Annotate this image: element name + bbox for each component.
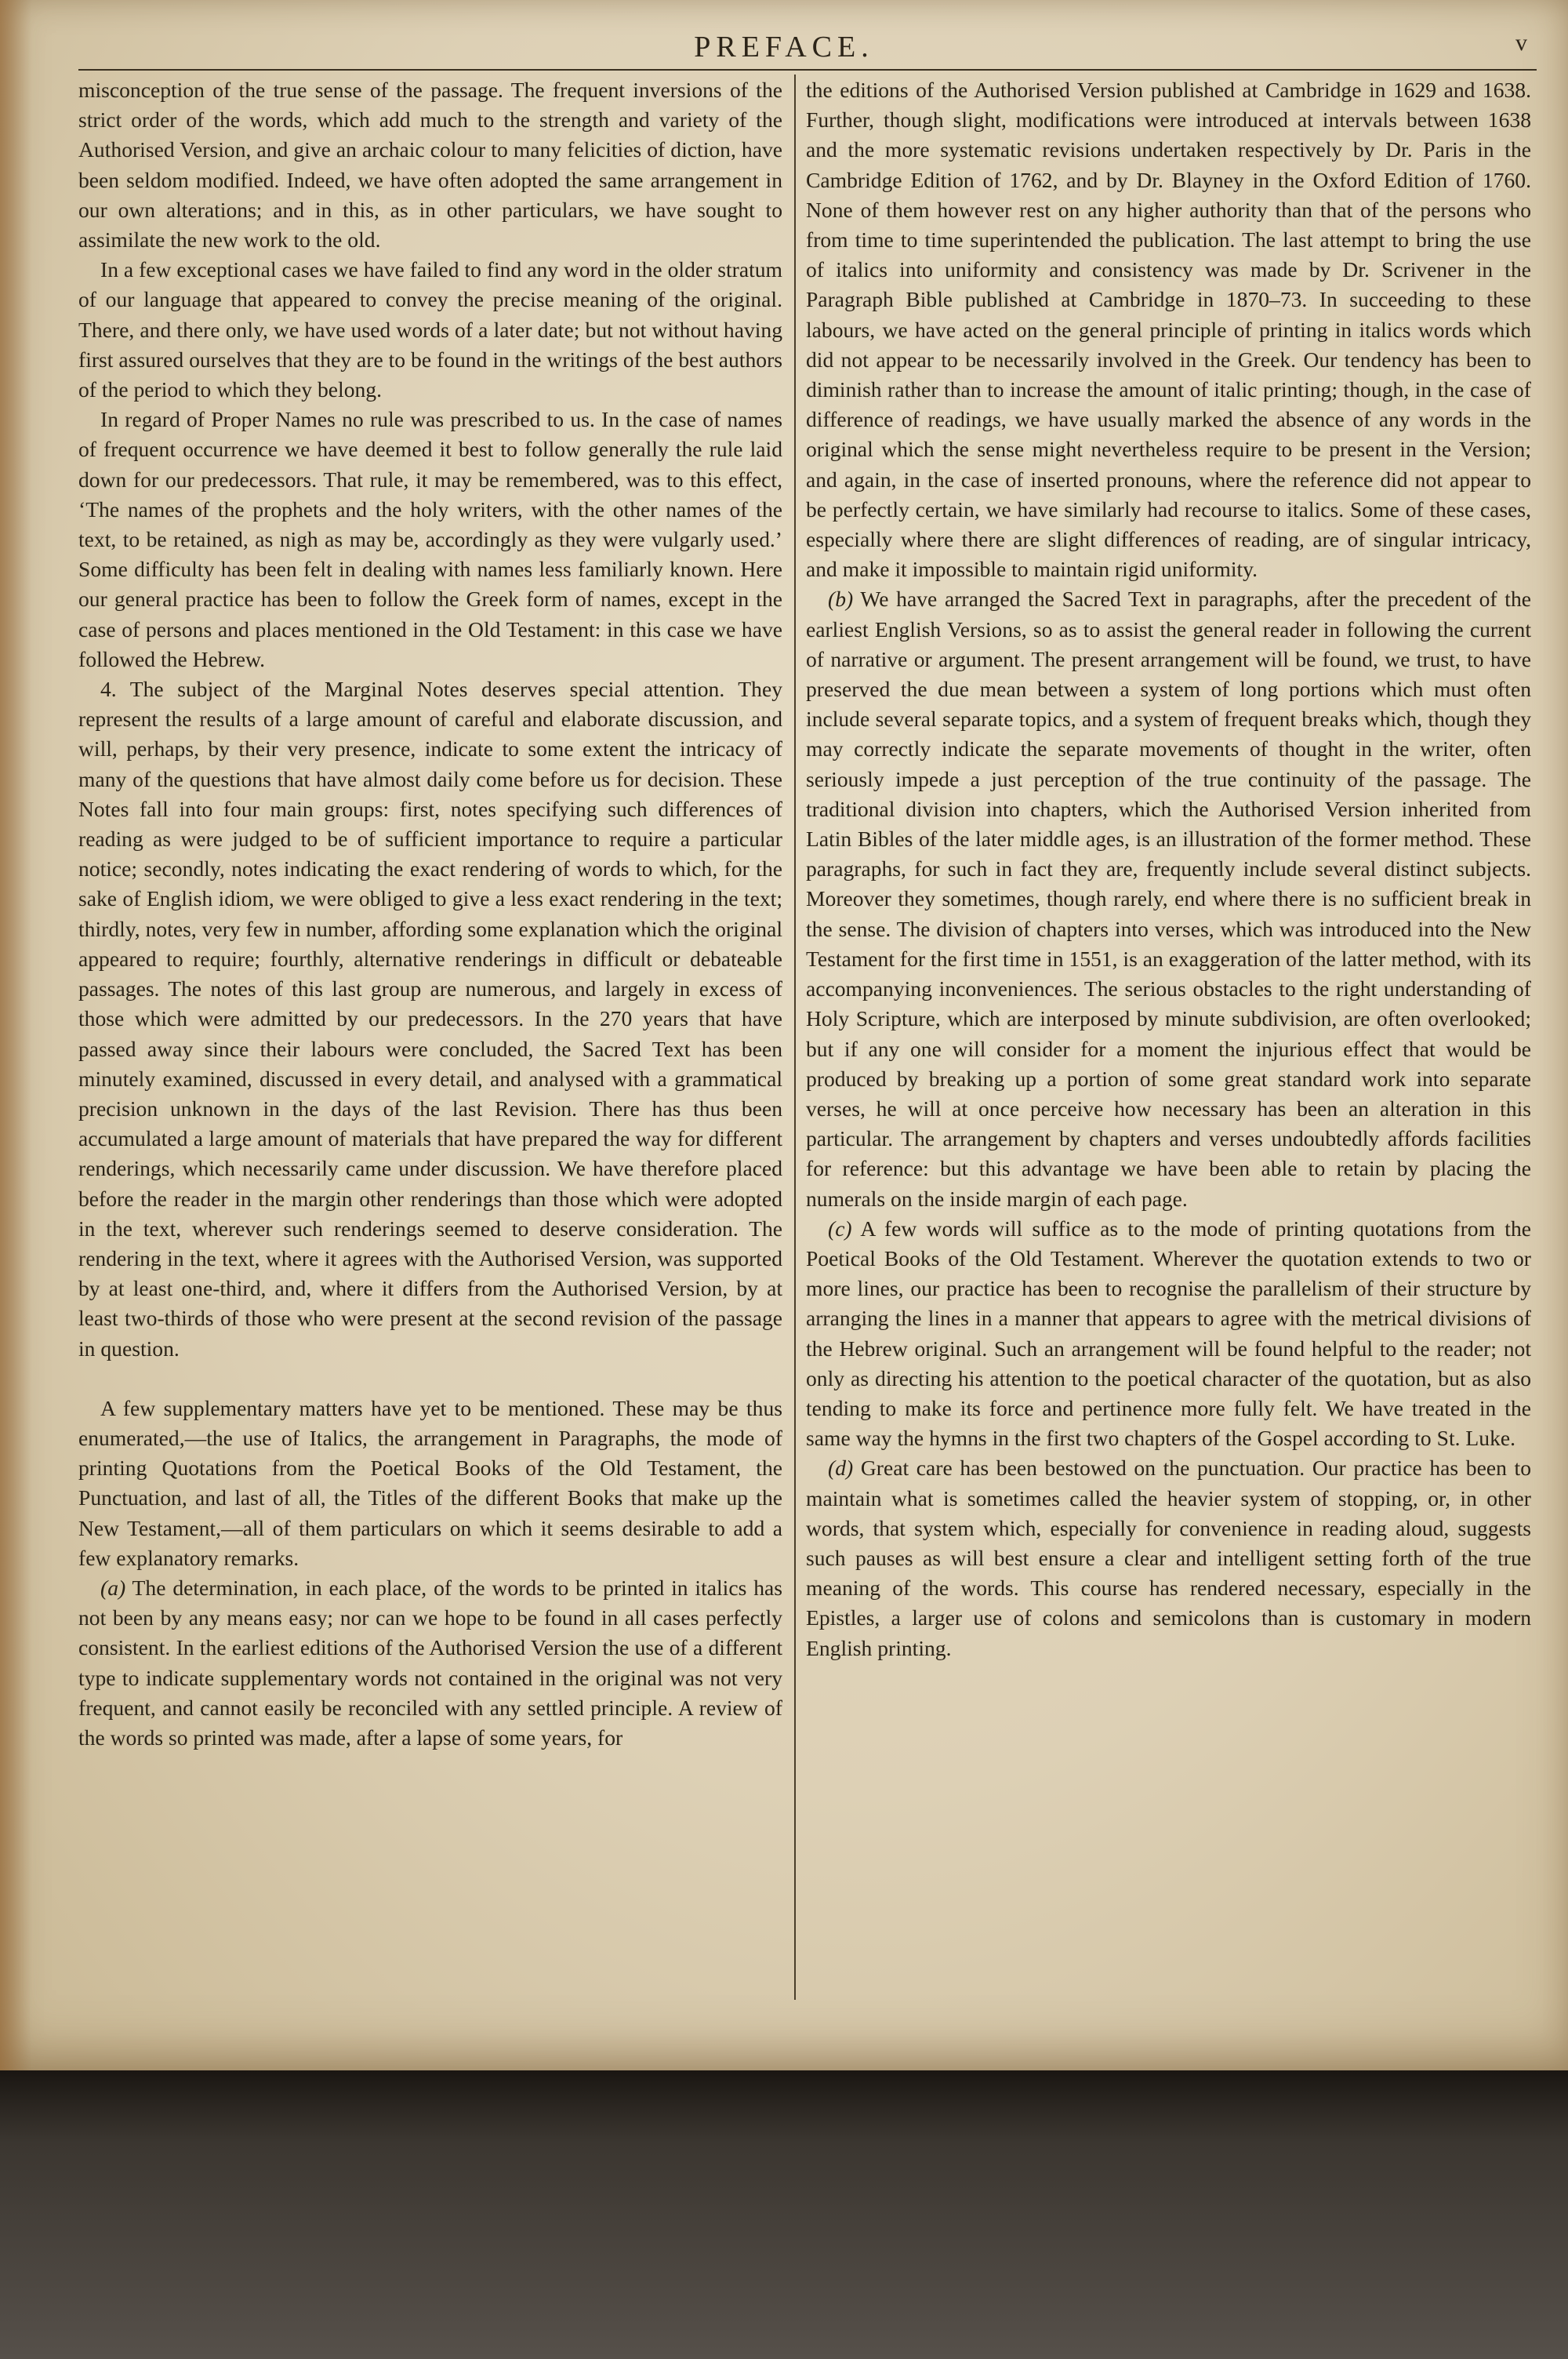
page-header	[0, 30, 1568, 69]
paragraph-marker: (b)	[828, 587, 854, 612]
paragraph	[806, 75, 1531, 584]
paragraph-marker: (c)	[828, 1216, 852, 1241]
paragraph-text: 4. The subject of the Marginal Notes deserves special attention. They represent the results of a large amount of careful and elaborate discussion, and will, perhaps, by their very presence, indicate to some extent the intricacy of many of the questions that have almost daily come before us for decision. These Notes fall into four main groups: first, notes specifying such differences of reading as were judged to be of sufficient importance to require a particular notice; secondly, notes indicating the exact rendering of words to which, for the sake of English idiom, we were obliged to give a less exact rendering in the text; thirdly, notes, very few in number, affording some explanation which the original appeared to require; fourthly, alternative renderings in difficult or debateable passages. The notes of this last group are numerous, and largely in excess of those which were admitted by our predecessors. In the 270 years that have passed away since their labours were concluded, the Sacred Text has been minutely examined, discussed in every detail, and analysed with a grammatical precision unknown in the days of the last Revision. There has thus been accumulated a large amount of materials that have prepared the way for different renderings, which necessarily came under discussion. We have therefore placed before the reader in the margin other renderings than those which were adopted in the text, wherever such renderings seemed to deserve consideration. The rendering in the text, where it agrees with the Authorised Version, was supported by at least one-third, and, where it differs from the Authorised Version, by at least two-thirds of those who were present at the second revision of the passage in question.	[78, 677, 782, 1361]
paragraph-text: The determination, in each place, of the words to be printed in italics has not been by any means easy; nor can we hope to be found in all cases perfectly consistent. In the earliest editions of the Authorised Version the use of a different type to indicate supplementary words not contained in the original was not very frequent, and cannot easily be reconciled with any settled principle. A review of the words so printed was made, after a lapse of some years, for	[78, 1575, 782, 1750]
paragraph	[806, 1453, 1531, 1663]
paragraph-text: In regard of Proper Names no rule was prescribed to us. In the case of names of frequent occurrence we have deemed it best to follow generally the rule laid down for our predecessors. That rule, it may be remembered, was to this effect, ‘The names of the prophets and the holy writers, with the other names of the text, to be retained, as nigh as may be, accordingly as they were vulgarly used.’ Some difficulty has been felt in dealing with names less familiarly known. Here our general practice has been to follow the Greek form of names, except in the case of persons and places mentioned in the Old Testament: in this case we have followed the Hebrew.	[78, 407, 782, 671]
paragraph	[78, 75, 782, 255]
paragraph-text: Great care has been bestowed on the punctuation. Our practice has been to maintain what is sometimes called the heavier system of stopping, or, in other words, that system which, especially for convenience in reading aloud, suggests such pauses as will best ensure a clear and intelligent setting forth of the true meaning of the words. This course has rendered necessary, especially in the Epistles, a larger use of colons and semicolons than is customary in modern English printing.	[806, 1456, 1531, 1660]
header-rule	[78, 69, 1537, 71]
paragraph-text: We have arranged the Sacred Text in paragraphs, after the precedent of the earliest English Versions, so as to assist the general reader in following the current of narrative or argument. The present arrangement will be found, we trust, to have preserved the due mean between a system of long portions which must often include several separate topics, and a system of frequent breaks which, though they may correctly indicate the separate movements of thought in the writer, often seriously impede a just perception of the true continuity of the passage. The traditional division into chapters, which the Authorised Version inherited from Latin Bibles of the later middle ages, is an illustration of the former method. These paragraphs, for such in fact they are, frequently include several distinct subjects. Moreover they sometimes, though rarely, end where there is no sufficient break in the sense. The division of chapters into verses, which was introduced into the New Testament for the first time in 1551, is an exaggeration of the latter method, with its accompanying inconveniences. The serious obstacles to the right understanding of Holy Scripture, which are interposed by minute subdivision, are often overlooked; but if any one will consider for a moment the injurious effect that would be produced by breaking up a portion of some great standard work into separate verses, he will at once perceive how necessary has been an alteration in this particular. The arrangement by chapters and verses undoubtedly affords facilities for reference: but this advantage we have been able to retain by placing the numerals on the inside margin of each page.	[806, 587, 1531, 1211]
table-background	[0, 2070, 1568, 2359]
paragraph-marker: (d)	[828, 1456, 854, 1481]
paragraph-text: misconception of the true sense of the passage. The frequent inversions of the strict order of the words, which add much to the strength and variety of the Authorised Version, and give an archaic colour to many felicities of diction, have been seldom modified. Indeed, we have often adopted the same arrangement in our own alterations; and in this, as in other particulars, we have sought to assimilate the new work to the old.	[78, 78, 782, 253]
paragraph	[78, 1573, 782, 1753]
running-title: PREFACE.	[694, 31, 874, 64]
paragraph	[78, 405, 782, 674]
paragraph-text: A few words will suffice as to the mode of printing quotations from the Poetical Books of the Old Testament. Wherever the quotation extends to two or more lines, our practice has been to recognise the parallelism of their structure by arranging the lines in a manner that appears to agree with the metrical divisions of the Hebrew original. Such an arrangement will be found helpful to the reader; not only as directing his attention to the poetical character of the quotation, but as also tending to make its force and pertinence more fully felt. We have treated in the same way the hymns in the first two chapters of the Gospel according to St. Luke.	[806, 1216, 1531, 1451]
paragraph-text: In a few exceptional cases we have failed to find any word in the older stratum of our language that appeared to convey the precise meaning of the original. There, and there only, we have used words of a later date; but not without having first assured ourselves that they are to be found in the writings of the best authors of the period to which they belong.	[78, 257, 782, 402]
page-number: v	[1515, 30, 1527, 56]
paragraph-text: A few supplementary matters have yet to be mentioned. These may be thus enumerated,—the use of Italics, the arrangement in Paragraphs, the mode of printing Quotations from the Poetical Books of the Old Testament, the Punctuation, and last of all, the Titles of the different Books that make up the New Testament,—all of them particulars on which it seems desirable to add a few explanatory remarks.	[78, 1395, 782, 1570]
paragraph	[806, 584, 1531, 1213]
left-column	[78, 75, 782, 1753]
page-edge-stain	[0, 0, 31, 2070]
paragraph	[78, 255, 782, 405]
paragraph	[78, 1394, 782, 1573]
right-column	[806, 75, 1531, 1663]
paragraph-text: the editions of the Authorised Version published at Cambridge in 1629 and 1638. Further, though slight, modifications were introduced at intervals between 1638 and the more systematic revisions undertaken respectively by Dr. Paris in the Cambridge Edition of 1762, and by Dr. Blayney in the Oxford Edition of 1760. None of them however rest on any higher authority than that of the persons who from time to time superintended the publication. The last attempt to bring the use of italics into uniformity and consistency was made by Dr. Scrivener in the Paragraph Bible published at Cambridge in 1870–73. In succeeding to these labours, we have acted on the general principle of printing in italics words which did not appear to be necessarily involved in the Greek. Our tendency has been to diminish rather than to increase the amount of italic printing; though, in the case of difference of readings, we have usually marked the absence of any words in the original which the sense might nevertheless require to be present in the Version; and again, in the case of inserted pronouns, where the reference did not appear to be perfectly certain, we have similarly had recourse to italics. Some of these cases, especially where there are slight differences of reading, are of singular intricacy, and make it impossible to maintain rigid uniformity.	[806, 78, 1531, 582]
column-divider	[794, 75, 796, 2000]
paragraph-marker: (a)	[100, 1575, 126, 1600]
paragraph	[78, 674, 782, 1364]
paragraph	[806, 1214, 1531, 1454]
